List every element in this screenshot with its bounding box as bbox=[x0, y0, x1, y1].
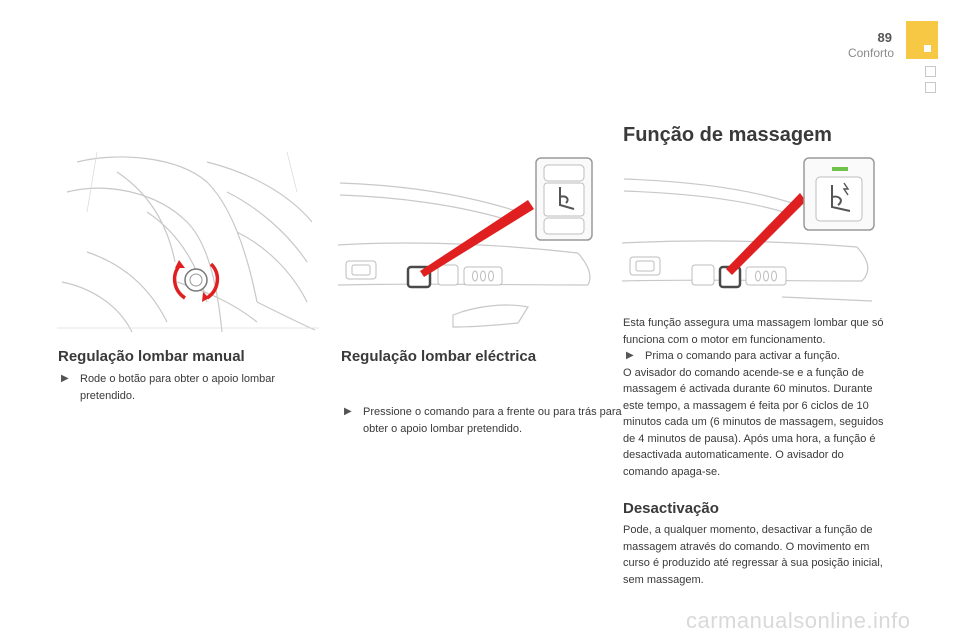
chapter-tab-box-1 bbox=[925, 66, 936, 77]
chapter-tab-box-2 bbox=[925, 82, 936, 93]
massage-section-body bbox=[623, 315, 885, 480]
seat-electric-lumbar-illustration bbox=[338, 155, 604, 333]
massage-description: O avisador do comando acende-se e a função de massagem é activada durante 60 minutos. Durante este tempo, a massagem é feita por 6 ciclos de 10 minutos cada um (6 minutos de massagem, seguidos de 4 minutos de pausa). Após uma hora, a função é desactivada automaticamente. O avisador do comando apaga-se. bbox=[623, 366, 884, 478]
chapter-tab-marker bbox=[924, 45, 931, 52]
bullet-marker: ▶ bbox=[344, 406, 352, 417]
electric-lumbar-instruction bbox=[341, 404, 629, 437]
deactivation-body: Pode, a qualquer momento, desactivar a função de massagem através do comando. O movimento em curso é produzido até regressar à sua posição inicial, sem massagem. bbox=[623, 524, 883, 586]
electric-lumbar-heading: Regulação lombar eléctrica bbox=[341, 348, 537, 365]
section-title: Conforto bbox=[847, 46, 894, 60]
massage-instruction-text: Prima o comando para activar a função. bbox=[645, 350, 841, 362]
massage-heading: Função de massagem bbox=[623, 124, 832, 146]
bullet-marker: ▶ bbox=[61, 373, 69, 384]
watermark: carmanualsonline.info bbox=[686, 608, 911, 633]
manual-lumbar-text: Rode o botão para obter o apoio lombar pretendido. bbox=[80, 373, 276, 402]
deactivation-heading: Desactivação bbox=[623, 500, 719, 517]
manual-lumbar-instruction bbox=[58, 371, 330, 404]
massage-intro: Esta função assegura uma massagem lombar que só funciona com o motor em funcionamento. bbox=[623, 317, 884, 346]
page-number: 89 bbox=[877, 30, 892, 45]
massage-instruction bbox=[623, 348, 885, 365]
bullet-marker: ▶ bbox=[626, 350, 634, 361]
chapter-tab bbox=[906, 21, 938, 59]
electric-lumbar-text: Pressione o comando para a frente ou para trás para obter o apoio lombar pretendido. bbox=[363, 406, 622, 435]
massage-function-illustration bbox=[622, 155, 878, 305]
seat-manual-lumbar-illustration bbox=[57, 152, 319, 336]
manual-lumbar-heading: Regulação lombar manual bbox=[58, 348, 245, 365]
